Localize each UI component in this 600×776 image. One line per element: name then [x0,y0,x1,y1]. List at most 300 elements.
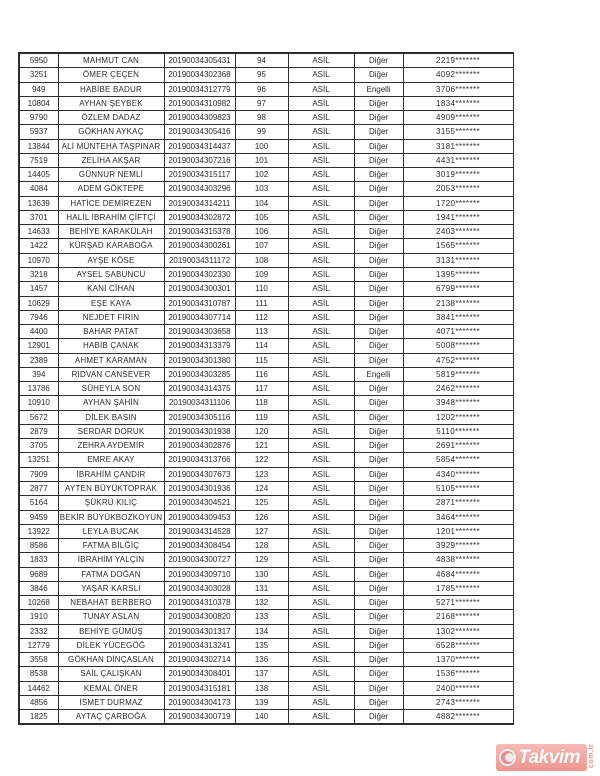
cell-applicant-status: Diğer [354,496,403,510]
cell-applicant-name: BEHİYE GÜMÜŞ [58,624,164,638]
cell-application-no: 20190034312779 [164,82,235,96]
cell-list-type: ASİL [288,339,354,353]
table-row [19,325,513,339]
cell-applicant-name: ŞÜKRÜ KILIÇ [58,496,164,510]
cell-applicant-status: Diğer [354,539,403,553]
cell-application-no: 20190034300261 [164,239,235,253]
cell-application-no: 20190034301936 [164,481,235,495]
cell-masked-phone: 1834******* [403,96,513,110]
cell-draw-rank: 140 [235,710,288,725]
cell-masked-phone: 3706******* [403,82,513,96]
cell-list-type: ASİL [288,539,354,553]
cell-draw-rank: 110 [235,282,288,296]
cell-masked-phone: 1785******* [403,581,513,595]
cell-list-type: ASİL [288,710,354,725]
cell-masked-phone: 6528******* [403,638,513,652]
cell-sequence-no: 949 [19,82,58,96]
cell-applicant-status: Diğer [354,53,403,68]
cell-draw-rank: 100 [235,139,288,153]
table-row [19,196,513,210]
cell-list-type: ASİL [288,467,354,481]
table-row [19,624,513,638]
cell-draw-rank: 105 [235,210,288,224]
cell-applicant-name: AYTEN BÜYÜKTOPRAK [58,481,164,495]
cell-applicant-name: KEMAL ÖNER [58,681,164,695]
cell-applicant-status: Diğer [354,353,403,367]
cell-draw-rank: 120 [235,424,288,438]
cell-masked-phone: 3155******* [403,125,513,139]
cell-application-no: 20190034315181 [164,681,235,695]
cell-applicant-status: Diğer [354,111,403,125]
cell-applicant-name: NEBAHAT BERBERO [58,596,164,610]
table-row [19,310,513,324]
cell-application-no: 20190034301317 [164,624,235,638]
cell-sequence-no: 5937 [19,125,58,139]
cell-list-type: ASİL [288,310,354,324]
table-row [19,139,513,153]
table-row [19,253,513,267]
table-row [19,553,513,567]
cell-masked-phone: 3948******* [403,396,513,410]
cell-masked-phone: 4684******* [403,567,513,581]
cell-application-no: 20190034311172 [164,253,235,267]
cell-sequence-no: 8538 [19,667,58,681]
cell-draw-rank: 126 [235,510,288,524]
cell-sequence-no: 5672 [19,410,58,424]
cell-masked-phone: 3019******* [403,168,513,182]
cell-draw-rank: 112 [235,310,288,324]
table-row [19,125,513,139]
cell-masked-phone: 6799******* [403,282,513,296]
table-row [19,695,513,709]
cell-sequence-no: 8586 [19,539,58,553]
cell-draw-rank: 94 [235,53,288,68]
table-row [19,53,513,68]
cell-list-type: ASİL [288,139,354,153]
cell-masked-phone: 1565******* [403,239,513,253]
cell-draw-rank: 125 [235,496,288,510]
table-row [19,225,513,239]
cell-draw-rank: 102 [235,168,288,182]
cell-sequence-no: 1910 [19,610,58,624]
cell-draw-rank: 117 [235,382,288,396]
cell-applicant-status: Diğer [354,239,403,253]
cell-sequence-no: 14633 [19,225,58,239]
cell-sequence-no: 1457 [19,282,58,296]
cell-applicant-status: Diğer [354,653,403,667]
cell-applicant-status: Diğer [354,168,403,182]
cell-list-type: ASİL [288,681,354,695]
cell-sequence-no: 3558 [19,653,58,667]
table-row [19,267,513,281]
cell-application-no: 20190034315117 [164,168,235,182]
cell-applicant-name: MAHMUT CAN [58,53,164,68]
table-row [19,581,513,595]
cell-draw-rank: 130 [235,567,288,581]
cell-applicant-name: HABİBE BADUR [58,82,164,96]
cell-applicant-status: Diğer [354,581,403,595]
cell-applicant-name: ÖMER ÇEÇEN [58,68,164,82]
cell-applicant-name: KANİ CİHAN [58,282,164,296]
cell-masked-phone: 1370******* [403,653,513,667]
cell-applicant-status: Diğer [354,524,403,538]
table-row [19,539,513,553]
cell-sequence-no: 3251 [19,68,58,82]
cell-application-no: 20190034313766 [164,453,235,467]
cell-list-type: ASİL [288,96,354,110]
cell-sequence-no: 4400 [19,325,58,339]
cell-draw-rank: 97 [235,96,288,110]
cell-applicant-name: AYHAN ŞEYBEK [58,96,164,110]
cell-sequence-no: 3218 [19,267,58,281]
cell-sequence-no: 9459 [19,510,58,524]
cell-draw-rank: 136 [235,653,288,667]
cell-sequence-no: 13251 [19,453,58,467]
cell-sequence-no: 14405 [19,168,58,182]
cell-masked-phone: 4882******* [403,710,513,725]
table-row [19,111,513,125]
cell-sequence-no: 2879 [19,424,58,438]
cell-draw-rank: 138 [235,681,288,695]
cell-sequence-no: 10629 [19,296,58,310]
cell-applicant-name: FATMA BİLĞİÇ [58,539,164,553]
cell-draw-rank: 118 [235,396,288,410]
cell-list-type: ASİL [288,267,354,281]
cell-application-no: 20190034308454 [164,539,235,553]
cell-sequence-no: 4856 [19,695,58,709]
cell-masked-phone: 3841******* [403,310,513,324]
cell-application-no: 20190034304173 [164,695,235,709]
cell-applicant-name: AYŞE KÖSE [58,253,164,267]
cell-applicant-status: Diğer [354,139,403,153]
cell-applicant-status: Diğer [354,267,403,281]
cell-sequence-no: 14462 [19,681,58,695]
cell-applicant-status: Diğer [354,610,403,624]
cell-applicant-status: Diğer [354,325,403,339]
cell-applicant-name: AHMET KARAMAN [58,353,164,367]
cell-sequence-no: 1422 [19,239,58,253]
cell-masked-phone: 1536******* [403,667,513,681]
cell-list-type: ASİL [288,653,354,667]
cell-masked-phone: 1941******* [403,210,513,224]
cell-applicant-name: ALİ MÜNTEHA TAŞPINAR [58,139,164,153]
cell-applicant-name: SÜHEYLA SON [58,382,164,396]
cell-draw-rank: 134 [235,624,288,638]
cell-draw-rank: 132 [235,596,288,610]
cell-applicant-name: YAŞAR KARSLI [58,581,164,595]
cell-sequence-no: 5164 [19,496,58,510]
cell-applicant-status: Diğer [354,439,403,453]
cell-sequence-no: 7946 [19,310,58,324]
cell-list-type: ASİL [288,567,354,581]
cell-applicant-status: Diğer [354,410,403,424]
cell-applicant-status: Diğer [354,695,403,709]
cell-masked-phone: 5271******* [403,596,513,610]
cell-applicant-status: Diğer [354,68,403,82]
cell-list-type: ASİL [288,624,354,638]
cell-application-no: 20190034305116 [164,410,235,424]
cell-masked-phone: 2462******* [403,382,513,396]
cell-masked-phone: 2138******* [403,296,513,310]
cell-list-type: ASİL [288,125,354,139]
cell-list-type: ASİL [288,695,354,709]
cell-applicant-name: RIDVAN CANSEVER [58,367,164,381]
cell-masked-phone: 5105******* [403,481,513,495]
cell-application-no: 20190034302714 [164,653,235,667]
cell-list-type: ASİL [288,168,354,182]
cell-draw-rank: 128 [235,539,288,553]
table-row [19,210,513,224]
cell-applicant-status: Diğer [354,125,403,139]
cell-applicant-status: Engelli [354,82,403,96]
cell-application-no: 20190034310787 [164,296,235,310]
table-row [19,82,513,96]
cell-masked-phone: 2743******* [403,695,513,709]
table-row [19,610,513,624]
cell-applicant-name: EŞE KAYA [58,296,164,310]
cell-applicant-status: Diğer [354,310,403,324]
cell-list-type: ASİL [288,396,354,410]
cell-application-no: 20190034314211 [164,196,235,210]
cell-list-type: ASİL [288,367,354,381]
cell-application-no: 20190034314375 [164,382,235,396]
cell-application-no: 20190034313379 [164,339,235,353]
cell-applicant-status: Diğer [354,210,403,224]
table-row [19,353,513,367]
applicant-table [18,52,514,725]
cell-sequence-no: 10804 [19,96,58,110]
cell-applicant-status: Diğer [354,196,403,210]
table-row [19,567,513,581]
cell-applicant-name: HALİL İBRAHİM ÇİFTÇİ [58,210,164,224]
cell-application-no: 20190034305431 [164,53,235,68]
cell-sequence-no: 2389 [19,353,58,367]
cell-list-type: ASİL [288,410,354,424]
cell-draw-rank: 114 [235,339,288,353]
table-row [19,68,513,82]
cell-applicant-name: İBRAHİM YALÇIN [58,553,164,567]
cell-applicant-name: DİLEK YÜCEGÖĞ [58,638,164,652]
cell-applicant-status: Diğer [354,638,403,652]
cell-application-no: 20190034302330 [164,267,235,281]
cell-applicant-status: Engelli [354,367,403,381]
takvim-logo-badge [496,744,587,771]
cell-draw-rank: 115 [235,353,288,367]
table-row [19,153,513,167]
table-row [19,596,513,610]
cell-draw-rank: 113 [235,325,288,339]
cell-application-no: 20190034303028 [164,581,235,595]
cell-applicant-status: Diğer [354,567,403,581]
cell-applicant-status: Diğer [354,553,403,567]
cell-draw-rank: 135 [235,638,288,652]
cell-draw-rank: 99 [235,125,288,139]
cell-application-no: 20190034314437 [164,139,235,153]
cell-applicant-name: ZELİHA AKŞAR [58,153,164,167]
cell-applicant-status: Diğer [354,510,403,524]
table-row [19,396,513,410]
applicant-list [18,52,514,725]
cell-draw-rank: 137 [235,667,288,681]
table-row [19,681,513,695]
cell-sequence-no: 1833 [19,553,58,567]
table-row [19,481,513,495]
cell-sequence-no: 13844 [19,139,58,153]
table-row [19,339,513,353]
cell-draw-rank: 139 [235,695,288,709]
cell-list-type: ASİL [288,111,354,125]
table-row [19,296,513,310]
cell-list-type: ASİL [288,239,354,253]
cell-masked-phone: 2168******* [403,610,513,624]
table-row [19,382,513,396]
cell-applicant-name: AYHAN ŞAHİN [58,396,164,410]
table-row [19,496,513,510]
cell-application-no: 20190034303285 [164,367,235,381]
cell-applicant-status: Diğer [354,96,403,110]
cell-masked-phone: 4092******* [403,68,513,82]
cell-applicant-status: Diğer [354,382,403,396]
cell-sequence-no: 7519 [19,153,58,167]
cell-list-type: ASİL [288,453,354,467]
cell-applicant-name: ÖZLEM DADAZ [58,111,164,125]
cell-applicant-status: Diğer [354,253,403,267]
cell-applicant-status: Diğer [354,424,403,438]
cell-applicant-name: AYSEL SABUNCU [58,267,164,281]
table-row [19,638,513,652]
cell-list-type: ASİL [288,225,354,239]
cell-list-type: ASİL [288,596,354,610]
cell-sequence-no: 3705 [19,439,58,453]
cell-masked-phone: 2691******* [403,439,513,453]
cell-applicant-name: FATMA DOĞAN [58,567,164,581]
table-row [19,667,513,681]
cell-masked-phone: 1201******* [403,524,513,538]
cell-masked-phone: 5819******* [403,367,513,381]
cell-draw-rank: 127 [235,524,288,538]
cell-application-no: 20190034302876 [164,439,235,453]
table-row [19,453,513,467]
cell-list-type: ASİL [288,382,354,396]
table-row [19,510,513,524]
crescent-star-emblem-icon [499,749,516,766]
cell-draw-rank: 108 [235,253,288,267]
cell-masked-phone: 4752******* [403,353,513,367]
cell-list-type: ASİL [288,253,354,267]
cell-masked-phone: 4340******* [403,467,513,481]
table-row [19,410,513,424]
table-row [19,424,513,438]
cell-application-no: 20190034307714 [164,310,235,324]
cell-list-type: ASİL [288,524,354,538]
cell-draw-rank: 121 [235,439,288,453]
cell-list-type: ASİL [288,82,354,96]
cell-sequence-no: 9790 [19,111,58,125]
cell-masked-phone: 2403******* [403,225,513,239]
cell-draw-rank: 119 [235,410,288,424]
cell-applicant-name: GÜNNUR NEMLİ [58,168,164,182]
cell-masked-phone: 1395******* [403,267,513,281]
cell-application-no: 20190034300820 [164,610,235,624]
cell-masked-phone: 1202******* [403,410,513,424]
cell-draw-rank: 131 [235,581,288,595]
cell-applicant-status: Diğer [354,624,403,638]
cell-draw-rank: 98 [235,111,288,125]
cell-list-type: ASİL [288,153,354,167]
cell-applicant-name: SAİL ÇALIŞKAN [58,667,164,681]
cell-masked-phone: 3464******* [403,510,513,524]
cell-application-no: 20190034315378 [164,225,235,239]
cell-masked-phone: 3131******* [403,253,513,267]
cell-draw-rank: 133 [235,610,288,624]
cell-application-no: 20190034309823 [164,111,235,125]
cell-application-no: 20190034308401 [164,667,235,681]
cell-applicant-status: Diğer [354,596,403,610]
cell-application-no: 20190034300719 [164,710,235,725]
cell-applicant-name: BEHİYE KARAKÜLAH [58,225,164,239]
cell-application-no: 20190034314528 [164,524,235,538]
cell-applicant-name: EMRE AKAY [58,453,164,467]
cell-list-type: ASİL [288,667,354,681]
cell-draw-rank: 96 [235,82,288,96]
table-row [19,96,513,110]
cell-applicant-status: Diğer [354,296,403,310]
cell-list-type: ASİL [288,581,354,595]
cell-applicant-name: ZEHRA AYDEMİR [58,439,164,453]
cell-list-type: ASİL [288,439,354,453]
cell-list-type: ASİL [288,182,354,196]
cell-draw-rank: 111 [235,296,288,310]
cell-applicant-name: İSMET DURMAZ [58,695,164,709]
cell-list-type: ASİL [288,353,354,367]
cell-applicant-name: GÖKHAN AYKAÇ [58,125,164,139]
cell-sequence-no: 4084 [19,182,58,196]
table-row [19,439,513,453]
cell-application-no: 20190034307673 [164,467,235,481]
cell-list-type: ASİL [288,496,354,510]
cell-masked-phone: 4431******* [403,153,513,167]
cell-masked-phone: 5854******* [403,453,513,467]
cell-applicant-status: Diğer [354,467,403,481]
cell-application-no: 20190034311106 [164,396,235,410]
cell-draw-rank: 116 [235,367,288,381]
cell-masked-phone: 1302******* [403,624,513,638]
cell-application-no: 20190034309453 [164,510,235,524]
cell-list-type: ASİL [288,196,354,210]
cell-draw-rank: 95 [235,68,288,82]
cell-sequence-no: 7909 [19,467,58,481]
cell-application-no: 20190034300727 [164,553,235,567]
cell-list-type: ASİL [288,282,354,296]
cell-masked-phone: 2871******* [403,496,513,510]
cell-masked-phone: 5008******* [403,339,513,353]
cell-sequence-no: 3701 [19,210,58,224]
cell-sequence-no: 10970 [19,253,58,267]
cell-applicant-name: BEKİR BÜYÜKBOZKOYUN [58,510,164,524]
cell-applicant-status: Diğer [354,282,403,296]
cell-sequence-no: 2877 [19,481,58,495]
cell-masked-phone: 4071******* [403,325,513,339]
cell-application-no: 20190034305416 [164,125,235,139]
cell-sequence-no: 2332 [19,624,58,638]
takvim-logo-text: Takvim [518,746,580,768]
cell-sequence-no: 9689 [19,567,58,581]
cell-masked-phone: 4909******* [403,111,513,125]
cell-application-no: 20190034304521 [164,496,235,510]
table-row [19,524,513,538]
cell-draw-rank: 129 [235,553,288,567]
cell-list-type: ASİL [288,210,354,224]
